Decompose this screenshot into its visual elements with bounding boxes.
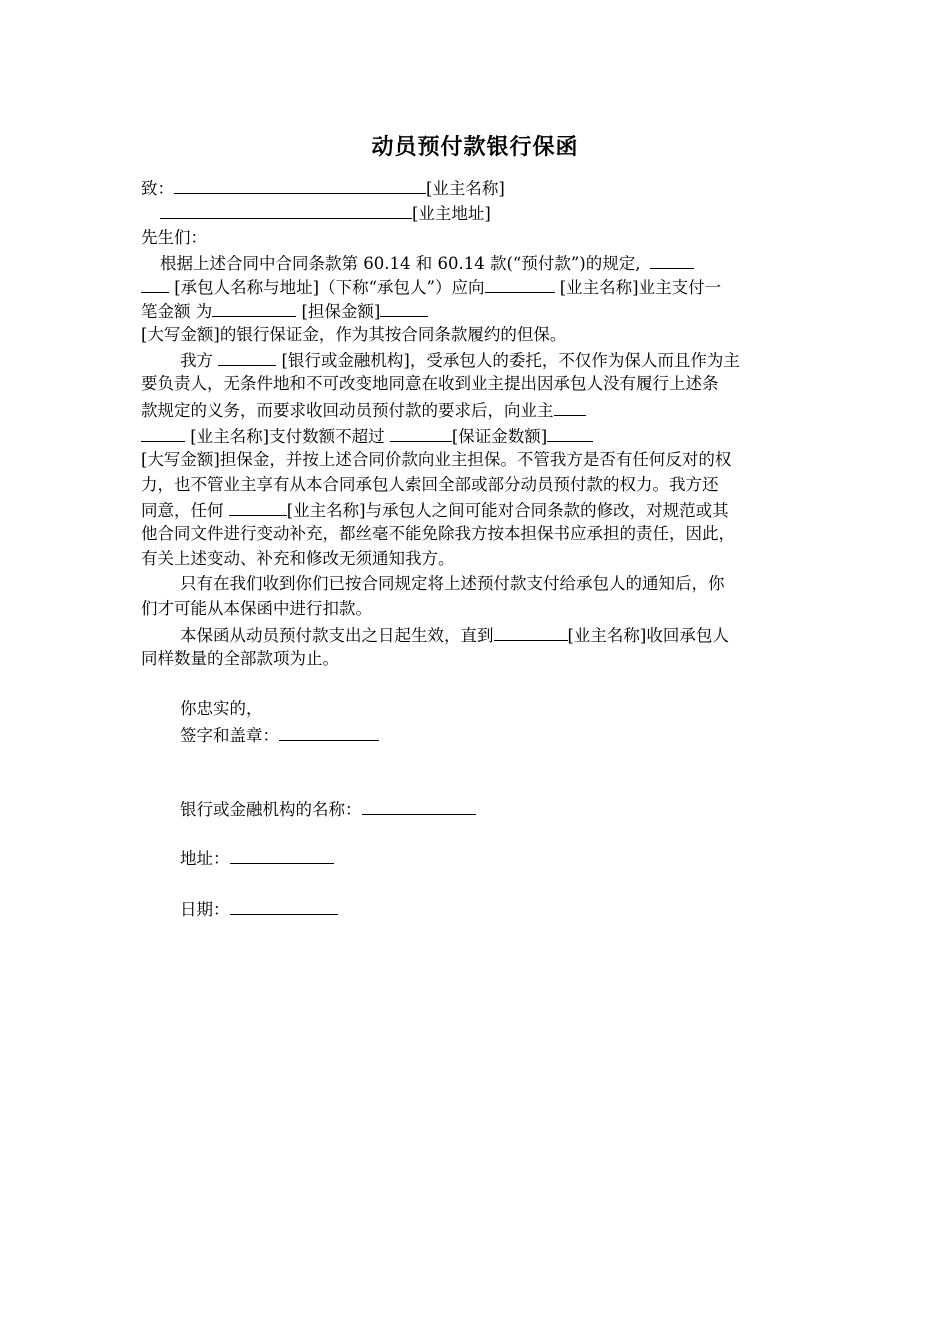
date-blank[interactable] <box>230 897 338 915</box>
date-line <box>180 897 338 921</box>
p3-line-1: 只有在我们收到你们已按合同规定将上述预付款支付给承包人的通知后，你 <box>180 574 725 593</box>
address-line <box>160 201 830 225</box>
p1-line-2 <box>141 275 811 299</box>
p1-line-4: [大写金额]的银行保证金，作为其按合同条款履约的但保。 <box>141 325 567 344</box>
bank-name-line <box>180 797 476 821</box>
p2-line-3 <box>141 398 811 422</box>
amount-words-blank[interactable] <box>380 299 428 317</box>
signature-label: 签字和盖章： <box>180 726 279 745</box>
p2-line-5: [大写金额]担保金，并按上述合同价款向业主担保。不管我方是否有任何反对的权 <box>141 450 732 469</box>
owner-blank-1[interactable] <box>485 275 555 293</box>
owner-blank-4[interactable] <box>229 498 287 516</box>
address-label: 地址： <box>180 849 230 868</box>
bank-name-blank[interactable] <box>362 797 476 815</box>
p1-text-1: 根据上述合同中合同条款第 60.14 和 60.14 款(“预付款”)的规定, <box>160 254 641 273</box>
p2-line-8: 他合同文件进行变动补充，都丝毫不能免除我方按本担保书应承担的责任，因此， <box>141 524 735 543</box>
guarantee-words-blank[interactable] <box>547 424 593 442</box>
p4-text-1b: [业主名称]收回承包人 <box>567 626 729 645</box>
signature-line <box>180 723 379 747</box>
address-blank[interactable] <box>230 846 334 864</box>
p2-text-1a: 我方 <box>180 351 213 370</box>
owner-name-field: [业主名称] <box>426 179 505 198</box>
contractor-blank-1[interactable] <box>650 251 694 269</box>
to-label: 致： <box>141 179 174 198</box>
p4-line-2: 同样数量的全部款项为止。 <box>141 649 339 668</box>
p2-text-4b: [保证金数额] <box>451 427 548 446</box>
p1-text-3a: 笔金额 为 <box>141 302 213 321</box>
owner-blank-2[interactable] <box>554 398 586 416</box>
p1-text-2a: [承包人名称与地址]（下称“承包人”）应向 <box>174 278 485 297</box>
bank-name-label: 银行或金融机构的名称： <box>180 800 362 819</box>
p2-line-6: 力，也不管业主享有从本合同承包人索回全部或部分动员预付款的权力。我方还 <box>141 475 719 494</box>
salutation: 先生们： <box>141 228 207 247</box>
owner-address-field: [业主地址] <box>412 204 491 223</box>
owner-blank-5[interactable] <box>494 623 568 641</box>
p2-line-7 <box>141 498 811 522</box>
owner-name-blank[interactable] <box>174 176 426 194</box>
p2-text-4a: [业主名称]支付数额不超过 <box>190 427 385 446</box>
p2-text-7b: [业主名称]与承包人之间可能对合同条款的修改，对规范或其 <box>286 501 729 520</box>
p4-line-1 <box>180 623 811 647</box>
p2-text-3: 款规定的义务，而要求收回动员预付款的要求后，向业主 <box>141 401 554 420</box>
signature-blank[interactable] <box>279 723 379 741</box>
p1-text-3b: [担保金额] <box>301 302 381 321</box>
p2-line-4 <box>141 424 811 448</box>
date-label: 日期： <box>180 900 230 919</box>
guarantee-amount-blank[interactable] <box>390 424 452 442</box>
bank-blank[interactable] <box>218 348 276 366</box>
p3-line-2: 们才可能从本保函中进行扣款。 <box>141 599 372 618</box>
closing-text: 你忠实的， <box>180 699 263 718</box>
contractor-blank-2[interactable] <box>141 275 169 293</box>
owner-blank-3[interactable] <box>141 424 185 442</box>
address-sign-line <box>180 846 334 870</box>
p2-text-1b: [银行或金融机构]，受承包人的委托，不仅作为保人而且作为主 <box>281 351 740 370</box>
document-title: 动员预付款银行保函 <box>371 135 579 160</box>
p2-line-9: 有关上述变动、补充和修改无须通知我方。 <box>141 549 455 568</box>
owner-address-blank[interactable] <box>160 201 412 219</box>
p1-text-2b: [业主名称]业主支付一 <box>559 278 722 297</box>
addressee-line <box>141 176 811 200</box>
p1-line-1 <box>160 251 811 275</box>
p2-line-2: 要负责人，无条件地和不可改变地同意在收到业主提出因承包人没有履行上述条 <box>141 374 719 393</box>
amount-blank[interactable] <box>212 299 296 317</box>
p4-text-1a: 本保函从动员预付款支出之日起生效，直到 <box>180 626 494 645</box>
p2-text-7a: 同意，任何 <box>141 501 224 520</box>
p2-line-1 <box>180 348 811 372</box>
p1-line-3 <box>141 299 811 323</box>
